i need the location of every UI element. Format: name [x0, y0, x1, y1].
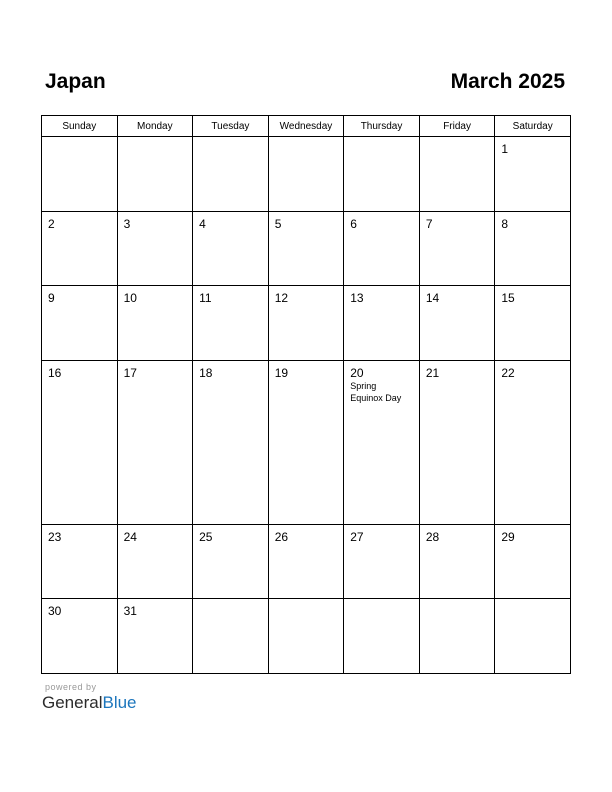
day-number: 5 [274, 216, 282, 231]
weekday-thursday: Thursday [344, 116, 420, 137]
day-cell [117, 360, 193, 524]
brand-logo-blue: Blue [102, 693, 137, 712]
day-cell [495, 137, 571, 212]
weekday-wednesday: Wednesday [268, 116, 344, 137]
day-cell [193, 599, 269, 674]
day-cell [495, 360, 571, 524]
day-cell [193, 524, 269, 599]
day-number: 2 [48, 216, 55, 231]
day-cell [495, 599, 571, 674]
day-cell [193, 360, 269, 524]
week-row-1 [42, 137, 571, 212]
day-number: 9 [48, 291, 55, 306]
day-cell [419, 211, 495, 286]
day-cell [268, 286, 344, 361]
day-cell [344, 599, 420, 674]
day-cell [268, 211, 344, 286]
weekday-friday: Friday [419, 116, 495, 137]
weekday-saturday: Saturday [495, 116, 571, 137]
day-cell [419, 286, 495, 361]
calendar-grid [41, 115, 571, 674]
day-cell [268, 360, 344, 524]
day-number: 11 [199, 291, 212, 306]
day-cell [193, 211, 269, 286]
week-row-6 [42, 599, 571, 674]
day-cell [117, 524, 193, 599]
day-number: 23 [48, 529, 62, 544]
day-cell [344, 211, 420, 286]
day-number: 30 [48, 604, 62, 619]
weekday-header-row [42, 116, 571, 137]
day-cell [268, 599, 344, 674]
day-cell [193, 286, 269, 361]
day-cell [42, 524, 118, 599]
day-cell [117, 211, 193, 286]
day-cell [42, 137, 118, 212]
week-row-4 [42, 360, 571, 524]
week-row-5 [42, 524, 571, 599]
day-cell [268, 137, 344, 212]
day-number: 8 [501, 216, 509, 231]
holiday-label-line1: Spring [350, 380, 377, 391]
day-number: 18 [199, 365, 213, 380]
day-number: 28 [425, 529, 440, 544]
day-cell [495, 524, 571, 599]
day-number: 22 [501, 365, 515, 380]
day-cell [42, 360, 118, 524]
week-row-3 [42, 286, 571, 361]
day-number: 20 [350, 365, 364, 380]
day-number: 4 [199, 216, 206, 231]
weekday-sunday: Sunday [42, 116, 118, 137]
week-row-2 [42, 211, 571, 286]
day-number: 14 [425, 291, 440, 306]
day-number: 15 [501, 291, 515, 306]
day-number: 12 [274, 291, 289, 306]
day-cell [42, 599, 118, 674]
weekday-tuesday: Tuesday [193, 116, 269, 137]
day-cell [268, 524, 344, 599]
powered-by-text: powered by [45, 682, 97, 692]
day-number: 29 [501, 529, 515, 544]
day-number: 17 [123, 365, 137, 380]
day-cell [117, 286, 193, 361]
day-cell [117, 137, 193, 212]
day-cell [117, 599, 193, 674]
day-cell [42, 211, 118, 286]
day-number: 24 [123, 529, 137, 544]
day-cell [419, 524, 495, 599]
day-cell [419, 360, 495, 524]
day-cell [495, 286, 571, 361]
day-number: 25 [199, 529, 213, 544]
month-year-title: March 2025 [450, 70, 565, 93]
holiday-label-line2: Equinox Day [350, 392, 402, 403]
day-cell [344, 524, 420, 599]
day-number: 27 [350, 529, 364, 544]
day-number: 1 [501, 142, 509, 156]
weekday-monday: Monday [117, 116, 193, 137]
country-title: Japan [45, 70, 106, 93]
brand-logo-general: General [42, 693, 103, 712]
day-cell [495, 211, 571, 286]
day-cell [344, 137, 420, 212]
day-number: 7 [425, 216, 433, 231]
day-number: 10 [123, 291, 137, 306]
brand-logo[interactable] [42, 693, 137, 713]
day-number: 13 [350, 291, 364, 306]
day-cell [419, 599, 495, 674]
day-cell [344, 286, 420, 361]
day-number: 16 [48, 365, 62, 380]
day-cell [193, 137, 269, 212]
day-number: 31 [123, 604, 137, 619]
day-number: 3 [123, 216, 131, 231]
day-number: 6 [350, 216, 357, 231]
day-cell [42, 286, 118, 361]
day-number: 21 [425, 365, 440, 380]
day-number: 19 [274, 365, 289, 380]
day-cell [419, 137, 495, 212]
day-cell-holiday [344, 360, 420, 524]
day-number: 26 [274, 529, 289, 544]
